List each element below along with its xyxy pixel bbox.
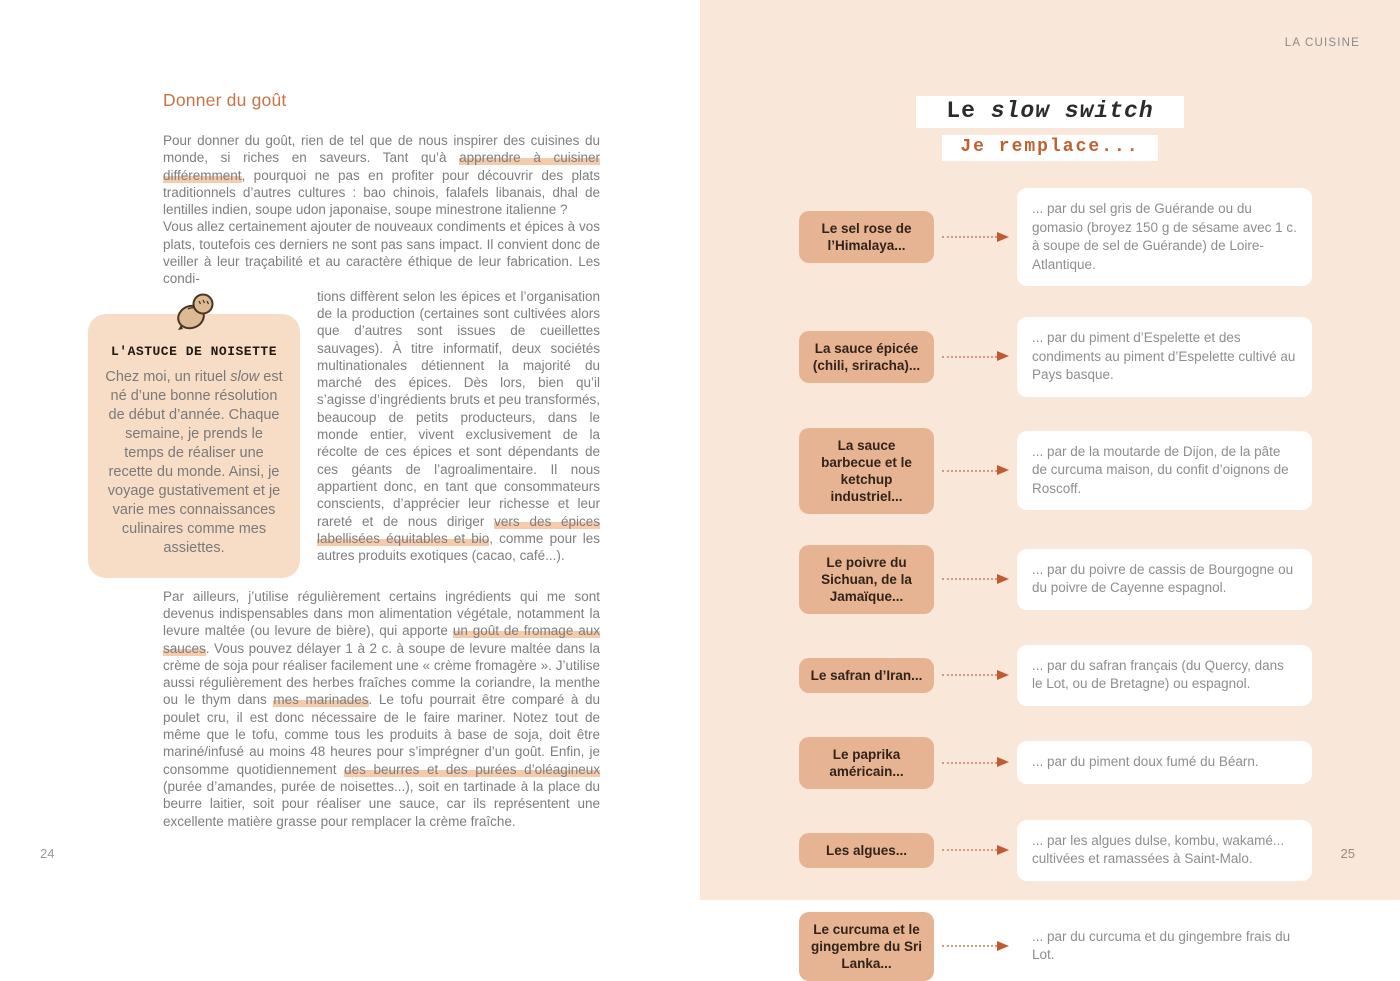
astuce-title: L'ASTUCE DE NOISETTE: [110, 343, 278, 359]
wrap-block: [105, 288, 600, 578]
hazelnut-icon: [168, 287, 220, 339]
swap-to-card: ... par du piment d’Espelette et des condiments au piment d’Espelette cultivé au Pays basque.: [1017, 317, 1312, 397]
arrow-head-icon: [997, 232, 1009, 242]
astuce-italic-word: slow: [230, 368, 260, 385]
swap-from-box: La sauce barbecue et le ketchup industriel...: [799, 428, 934, 514]
highlighted-phrase: des beurres et des purées d’oléagineux: [344, 761, 600, 777]
paragraph-1: [163, 132, 600, 218]
swap-arrow: [942, 945, 1005, 947]
swap-row: [799, 737, 1312, 789]
astuce-body: [104, 368, 284, 558]
swap-row: [799, 428, 1312, 514]
swap-to-card: ... par du poivre de cassis de Bourgogne ou du poivre de Cayenne espagnol.: [1017, 549, 1312, 610]
je-remplace-title: Je remplace...: [942, 135, 1157, 161]
section-header: LA CUISINE: [1284, 37, 1360, 49]
left-text-column: [105, 90, 600, 830]
title-prefix: Le: [946, 98, 991, 124]
swap-to-card: ... par du curcuma et du gingembre frais du Lot.: [1017, 916, 1312, 977]
highlighted-phrase: un goût de fromage aux sauces: [163, 623, 600, 656]
paragraph-text: tions diffèrent selon les épices et l’organisation de la production (certaines sont cultivées alors que d’autres sont issues de cueillettes sauvages). À titre informatif, deux sociétés multinationales détiennent la majorité du marché des épices. Dès lors, bien qu’il s’agisse d’ingrédients bruts et peu transformés, beaucoup de petits producteurs, dans le monde entier, vivent exclusivement de la récolte de ces épices et sont dépendants de ces géants de l’agroalimentaire. Il nous appartient donc, en tant que consommateurs conscients, d’apprécier leur richesse et leur rareté et de nous diriger: [317, 288, 600, 529]
swap-to-card: ... par du piment doux fumé du Béarn.: [1017, 741, 1312, 784]
swap-row: [799, 317, 1312, 397]
swap-from-box: Le safran d’Iran...: [799, 658, 934, 693]
paragraph-3: [163, 588, 600, 830]
page-number-right: 25: [1340, 846, 1355, 861]
arrow-head-icon: [997, 351, 1009, 361]
arrow-head-icon: [997, 670, 1009, 680]
paragraph-text: Pour donner du goût, rien de tel que de nous inspirer des cuisines du monde, si riches en saveurs. Tant qu’à: [163, 133, 600, 166]
paragraph-text: . Vous pouvez délayer 1 à 2 c. à soupe de levure maltée dans la crème de soja pour réaliser facilement une « crème fromagère ». J’utilise aussi régulièrement des herbes fraîches comme la coriandre, la menthe ou le thym dans: [163, 640, 600, 708]
swap-to-card: ... par de la moutarde de Dijon, de la pâte de curcuma maison, du confit d’oignons de Roscoff.: [1017, 431, 1312, 511]
paragraph-text: (purée d’amandes, purée de noisettes...), soit en tartinade à la place du beurre laitier, soit pour réaliser une sauce, car ils représentent une excellente matière grasse pour remplacer la crème fraîche.: [163, 778, 600, 829]
left-page: [0, 0, 700, 900]
swap-arrow: [942, 356, 1005, 358]
arrow-head-icon: [997, 845, 1009, 855]
right-page: [700, 0, 1400, 971]
swap-row: [799, 912, 1312, 981]
swap-from-box: Le sel rose de l’Himalaya...: [799, 211, 934, 263]
arrow-head-icon: [997, 941, 1009, 951]
page-number-left: 24: [40, 846, 55, 861]
arrow-head-icon: [997, 757, 1009, 767]
swap-from-box: Le poivre du Sichuan, de la Jamaïque...: [799, 545, 934, 614]
paragraph-text: , pourquoi ne pas en profiter pour découvrir des plats traditionnels d’autres cultures : bao chinois, falafels libanais, dhal de lentilles indien, soupe udon japonaise, soupe minestrone italienne ?: [163, 167, 600, 218]
astuce-text: est né d’une bonne résolution de début d’année. Chaque semaine, je prends le temps de réaliser une recette du monde. Ainsi, je voyage gustativement et je varie mes connaissances culinaires comme mes assiettes.: [107, 368, 283, 556]
swap-arrow: [942, 236, 1005, 238]
swap-to-card: ... par les algues dulse, kombu, wakamé... cultivées et ramassées à Saint-Malo.: [1017, 820, 1312, 881]
swap-arrow: [942, 470, 1005, 472]
highlighted-phrase: mes marinades: [273, 692, 369, 708]
arrow-head-icon: [997, 574, 1009, 584]
paragraph-2-wrapped: [317, 288, 600, 578]
highlighted-phrase: apprendre à cuisiner différemment: [163, 150, 600, 183]
slow-switch-title: [916, 96, 1183, 128]
swap-row: [799, 545, 1312, 614]
swap-from-box: La sauce épicée (chili, sriracha)...: [799, 331, 934, 383]
swap-row: [799, 645, 1312, 706]
swap-arrow: [942, 762, 1005, 764]
swap-to-card: ... par du sel gris de Guérande ou du gomasio (broyez 150 g de sésame avec 1 c. à soupe de sel de Guérande) de Loire-Atlantique.: [1017, 188, 1312, 286]
page-heading: Donner du goût: [163, 90, 287, 110]
astuce-text: Chez moi, un rituel: [105, 368, 231, 385]
swap-row: [799, 820, 1312, 881]
swap-from-box: Le curcuma et le gingembre du Sri Lanka...: [799, 912, 934, 981]
swap-to-card: ... par du safran français (du Quercy, dans le Lot, ou de Bretagne) ou espagnol.: [1017, 645, 1312, 706]
swap-arrow: [942, 849, 1005, 851]
swap-row: [799, 188, 1312, 286]
arrow-head-icon: [997, 465, 1009, 475]
swap-from-box: Le paprika américain...: [799, 737, 934, 789]
highlighted-phrase: vers des épices labellisées équitables et bio: [317, 513, 600, 546]
paragraph-text: Par ailleurs, j’utilise régulièrement certains ingrédients qui me sont devenus indispensables dans mon alimentation végétale, notamment la levure maltée (ou levure de bière), qui apporte: [163, 588, 600, 639]
paragraph-text: , comme pour les autres produits exotiques (cacao, café...).: [317, 530, 600, 564]
paragraph-2-intro: Vous allez certainement ajouter de nouveaux condiments et épices à vos plats, toutefois ces derniers ne sont pas sans impact. Il convient donc de veiller à leur traçabilité et au caractère éthique de leur fabrication. Les condi-: [163, 219, 600, 287]
swap-arrow: [942, 578, 1005, 580]
title-italic: slow switch: [990, 98, 1154, 124]
swap-list: [700, 188, 1400, 981]
astuce-box: [88, 314, 300, 578]
titles-block: [700, 0, 1400, 161]
paragraph-text: . Le tofu pourrait être comparé à du poulet cru, il est donc nécessaire de le faire mariner. Notez tout de même que le tofu, comme tous les produits à base de soja, doit être mariné/infusé au moins 48 heures pour s’imprégner d’un goût. Enfin, je consomme quotidiennement: [163, 692, 600, 777]
swap-from-box: Les algues...: [799, 833, 934, 868]
swap-arrow: [942, 674, 1005, 676]
